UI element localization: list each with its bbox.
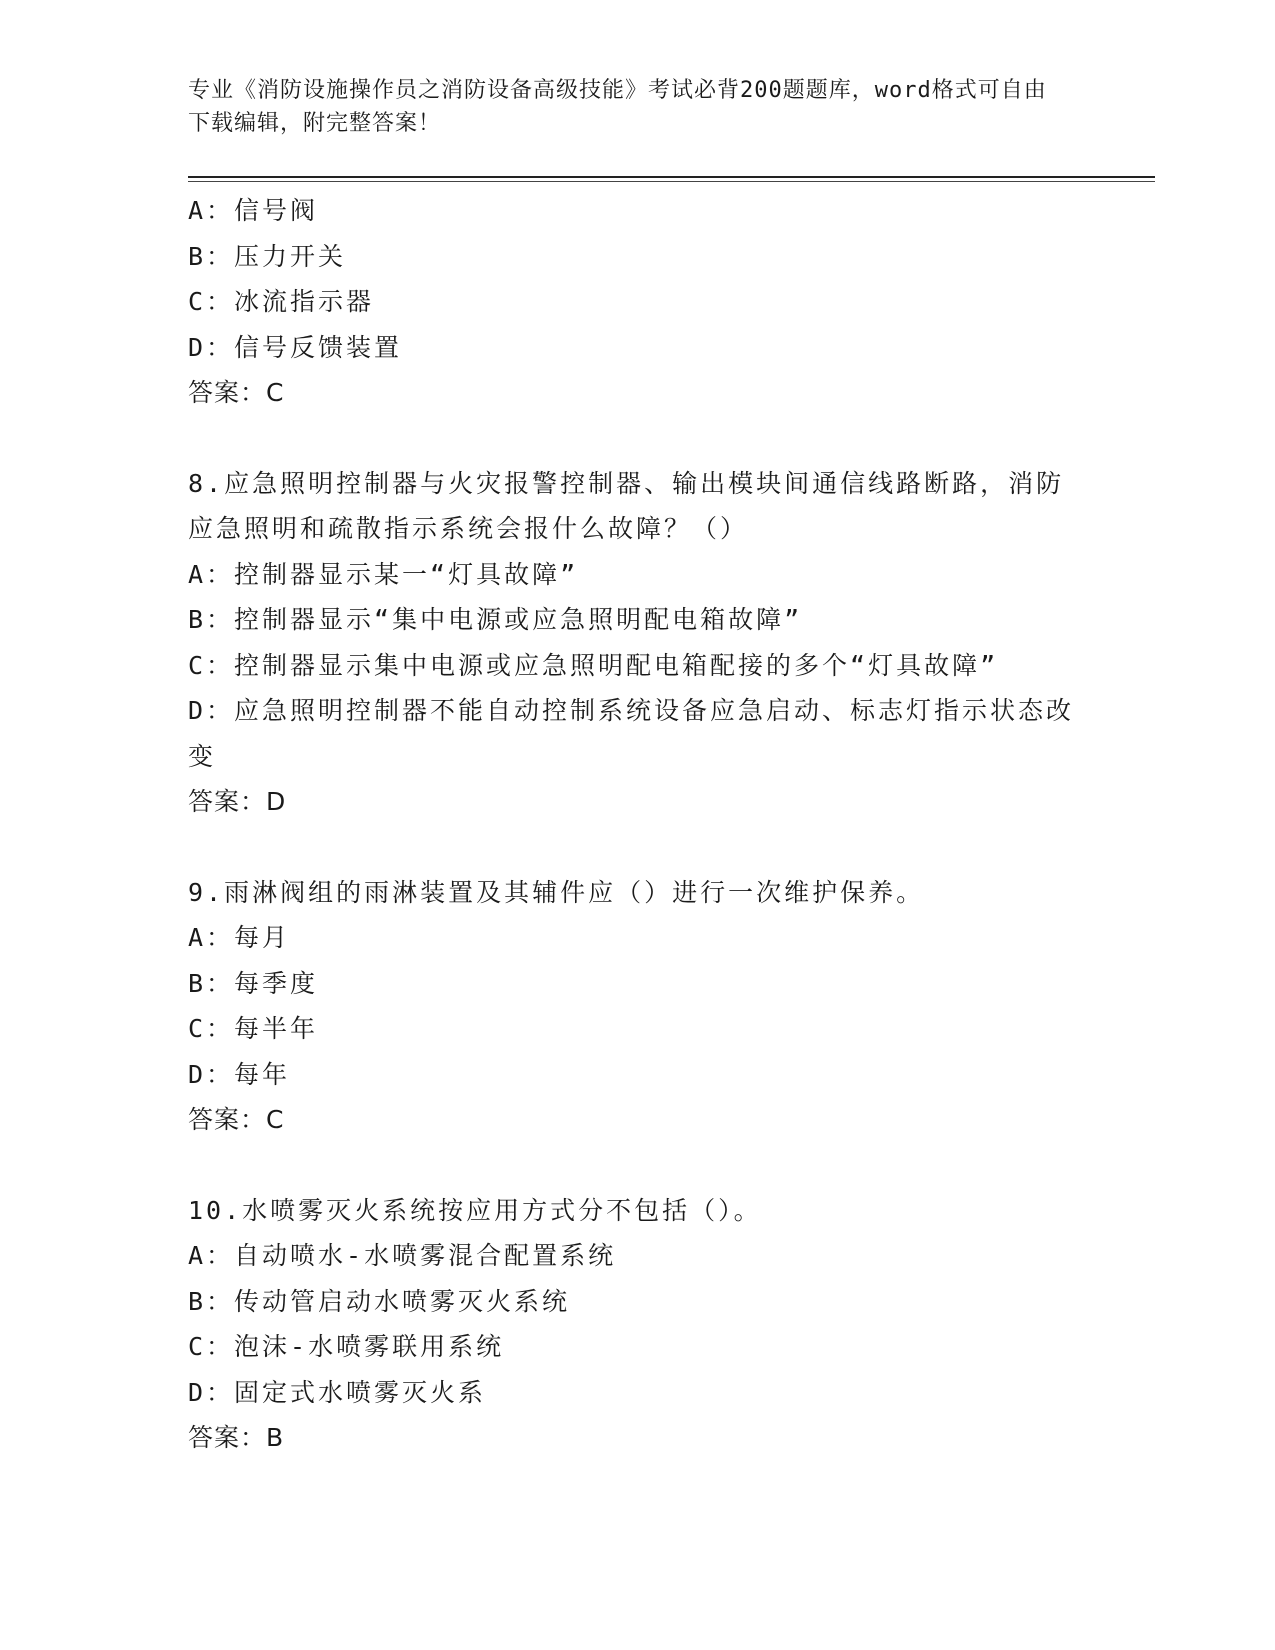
question-8 [188,461,1088,825]
answer-8: 答案：D [188,787,287,816]
answer-7: 答案：C [188,378,285,407]
option-a: A：控制器显示某一“灯具故障” [188,559,579,589]
answer-9: 答案：C [188,1105,285,1134]
question-content [188,188,1088,1461]
option-a: A：自动喷水-水喷雾混合配置系统 [188,1241,617,1270]
option-d: D：信号反馈装置 [188,332,403,362]
spacer [188,416,1088,461]
option-a: A：每月 [188,923,291,952]
option-d: D：每年 [188,1059,291,1089]
question-10 [188,1188,1088,1461]
question-9 [188,870,1088,1143]
question-stem: 9.雨淋阀组的雨淋装置及其辅件应（）进行一次维护保养。 [188,877,925,907]
spacer [188,1143,1088,1188]
spacer [188,825,1088,870]
option-c: C：冰流指示器 [188,287,375,316]
option-b: B：控制器显示“集中电源或应急照明配电箱故障” [188,605,803,634]
option-a: A：信号阀 [188,196,319,225]
question-7 [188,188,1088,416]
option-d: D：应急照明控制器不能自动控制系统设备应急启动、标志灯指示状态改变 [188,696,1075,771]
option-c: C：每半年 [188,1014,319,1043]
option-c: C：控制器显示集中电源或应急照明配电箱配接的多个“灯具故障” [188,650,999,680]
option-b: B：压力开关 [188,241,347,271]
option-b: B：传动管启动水喷雾灭火系统 [188,1286,571,1316]
answer-10: 答案：B [188,1423,285,1452]
option-b: B：每季度 [188,968,319,998]
option-c: C：泡沫-水喷雾联用系统 [188,1332,505,1361]
option-d: D：固定式水喷雾灭火系 [188,1377,487,1407]
header-rule-thick [188,176,1155,178]
document-header: 专业《消防设施操作员之消防设备高级技能》考试必背200题题库，word格式可自由下载编辑，附完整答案！ [188,78,1047,136]
question-stem: 8.应急照明控制器与火灾报警控制器、输出模块间通信线路断路，消防应急照明和疏散指示系统会报什么故障？（） [188,468,1065,543]
question-stem: 10.水喷雾灭火系统按应用方式分不包括（）。 [188,1195,762,1225]
header-rule-thin [188,181,1155,182]
